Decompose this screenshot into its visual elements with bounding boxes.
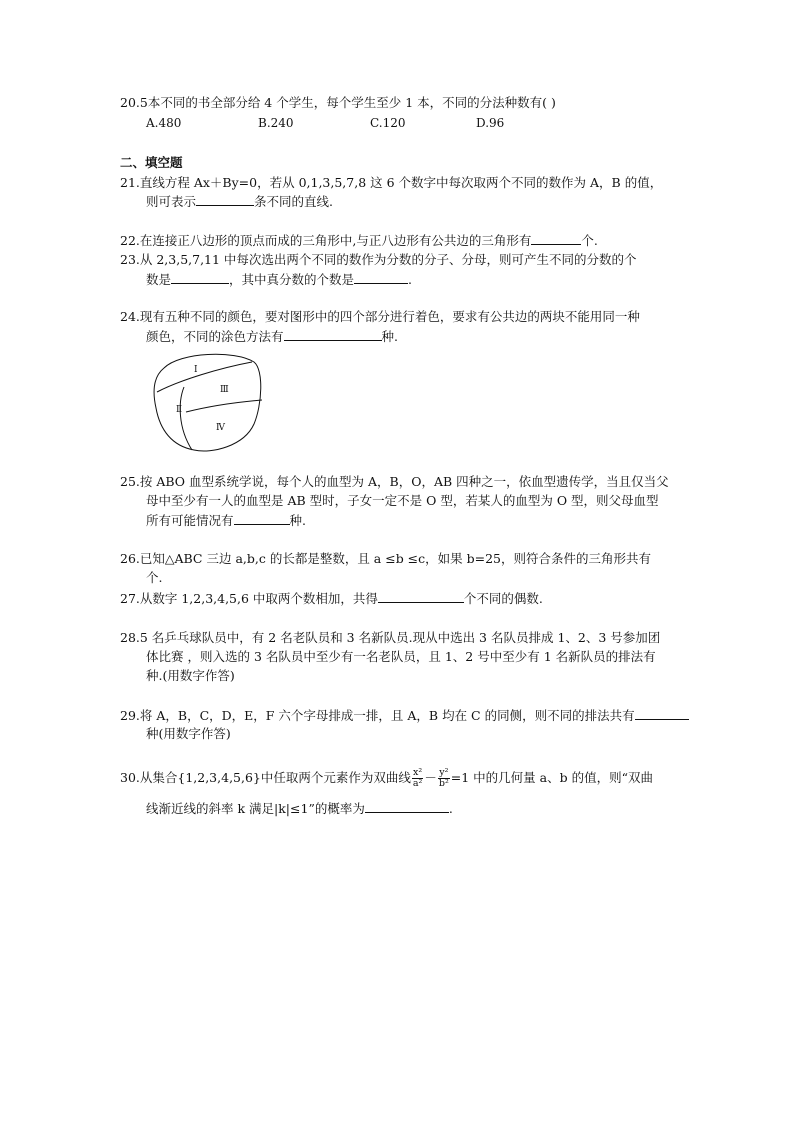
question-26-line2: 个.: [146, 570, 163, 585]
question-28-line2: 体比赛 ，则入选的 3 名队员中至少有一名老队员，且 1、2 号中至少有 1 名新队员的排法有: [146, 649, 656, 664]
question-27: 27.从数字 1,2,3,4,5,6 中取两个数相加，共得 个不同的偶数.: [120, 591, 543, 606]
question-22: 22.在连接正八边形的顶点而成的三角形中,与正八边形有公共边的三角形有 个.: [120, 233, 598, 248]
fraction-x2-a2: $\frac{\text{x²}}{\text{a²}}$: [412, 767, 423, 789]
region-label-2: Ⅱ: [176, 405, 183, 415]
answer-blank: [635, 707, 689, 720]
answer-blank: [354, 271, 408, 284]
question-25-line3: 所有可能情况有 种.: [146, 513, 306, 528]
answer-blank: [531, 232, 581, 245]
answer-blank: [171, 271, 229, 284]
question-23-line2: 数是 ，其中真分数的个数是 .: [146, 272, 413, 287]
answer-blank: [284, 328, 382, 341]
q20-option-c: C.120: [370, 116, 406, 130]
question-25-line2: 母中至少有一人的血型是 AB 型时，子女一定不是 O 型，若某人的血型为 O 型，则父母血型: [146, 493, 659, 508]
q20-option-d: D.96: [476, 116, 505, 130]
question-21-line1: 21.直线方程 Ax＋By=0，若从 0,1,3,5,7,8 这 6 个数字中每次取两个不同的数作为 A，B 的值，: [120, 175, 663, 190]
question-30-line2: 线渐近线的斜率 k 满足|k|≤1”的概率为 .: [146, 801, 453, 816]
fraction-y2-b2: $\frac{\text{y²}}{\text{b²}}$: [438, 767, 449, 789]
question-28-line3: 种.(用数字作答): [146, 668, 235, 683]
question-29-line2: 种(用数字作答): [146, 726, 231, 741]
question-23-line1: 23.从 2,3,5,7,11 中每次选出两个不同的数作为分数的分子、分母，则可产生不同的分数的个: [120, 252, 637, 267]
region-label-1: Ⅰ: [194, 365, 198, 375]
answer-blank: [378, 590, 464, 603]
question-28-line1: 28.5 名乒乓球队员中，有 2 名老队员和 3 名新队员.现从中选出 3 名队员排成 1、2、3 号参加团: [120, 630, 661, 645]
q20-option-a: A.480: [146, 116, 182, 130]
q20-option-b: B.240: [258, 116, 294, 130]
question-21-line2: 则可表示 条不同的直线.: [146, 194, 333, 209]
question-30-line1: 30.从集合{1,2,3,4,5,6}中任取两个元素作为双曲线 $\frac{\text{x²}}{\text{a²}}$ － $\frac{\text{y²}}{\text{b²}}$ =1 中的几何量 a、b 的值，则“双曲: [120, 767, 653, 789]
question-26-line1: 26.已知△ABC 三边 a,b,c 的长都是整数，且 a ≤b ≤c，如果 b=25，则符合条件的三角形共有: [120, 551, 652, 566]
section-title: 二、填空题: [120, 155, 183, 170]
question-24-line2: 颜色，不同的涂色方法有 种.: [146, 329, 398, 344]
coloring-region-diagram: [150, 350, 270, 455]
question-20: 20.5本不同的书全部分给 4 个学生，每个学生至少 1 本，不同的分法种数有( ): [120, 95, 556, 110]
answer-blank: [196, 193, 254, 206]
answer-blank: [365, 800, 449, 813]
question-24-line1: 24.现有五种不同的颜色，要对图形中的四个部分进行着色，要求有公共边的两块不能用同一种: [120, 309, 640, 324]
region-label-4: Ⅳ: [216, 423, 225, 433]
question-25-line1: 25.按 ABO 血型系统学说，每个人的血型为 A，B，O，AB 四种之一，依血型遗传学，当且仅当父: [120, 474, 669, 489]
region-label-3: Ⅲ: [220, 385, 229, 395]
answer-blank: [234, 512, 290, 525]
question-29-line1: 29.将 A，B，C，D，E，F 六个字母排成一排，且 A，B 均在 C 的同侧，则不同的排法共有: [120, 707, 689, 724]
